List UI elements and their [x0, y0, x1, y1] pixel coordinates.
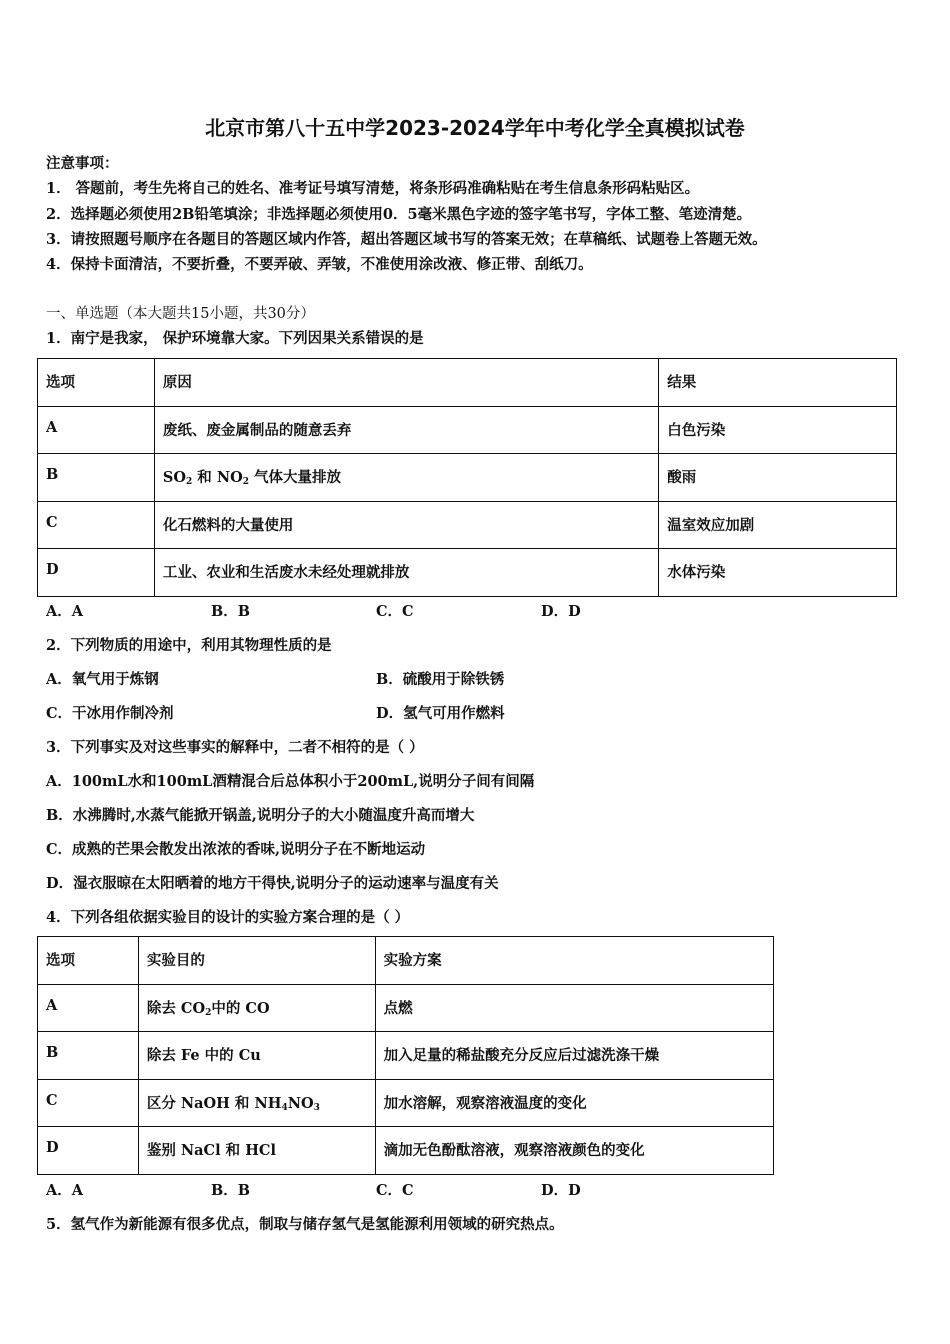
subscript: 2	[242, 477, 249, 487]
goal-cell: 鉴别 NaCl 和 HCl	[138, 1127, 375, 1175]
option-cell: A	[38, 984, 139, 1032]
table-row	[38, 406, 897, 454]
choice-a[interactable]: A．100mL水和100mL酒精混合后总体积小于200mL,说明分子间有间隔	[46, 773, 535, 790]
question-1-choices	[46, 600, 706, 621]
subscript: 4	[281, 1102, 288, 1113]
formula-text: 气体大量排放	[249, 469, 342, 486]
header-cell: 选项	[38, 359, 155, 407]
option-cell: C	[38, 1079, 139, 1127]
formula-text: SO	[162, 469, 186, 486]
choice-a[interactable]: A．A	[46, 603, 84, 620]
choice-b[interactable]: B．B	[211, 1182, 251, 1199]
table-row	[38, 501, 897, 549]
goal-cell	[138, 984, 375, 1032]
table-header-row	[38, 359, 897, 407]
choice-b[interactable]: B．硫酸用于除铁锈	[376, 671, 505, 688]
cause-cell: 工业、农业和生活废水未经处理就排放	[154, 549, 658, 597]
choice-d[interactable]: D．D	[541, 603, 581, 620]
plan-cell: 加入足量的稀盐酸充分反应后过滤洗涤干燥	[375, 1032, 773, 1080]
choice-d[interactable]: D．湿衣服晾在太阳晒着的地方干得快,说明分子的运动速率与温度有关	[46, 875, 499, 892]
formula-text: 除去 CO	[146, 999, 206, 1017]
formula-text: 和 NO	[192, 469, 243, 486]
option-cell: A	[38, 406, 155, 454]
question-5-stem: 5．氢气作为新能源有很多优点，制取与储存氢气是氢能源利用领域的研究热点。	[46, 1216, 564, 1233]
question-4-table	[37, 936, 774, 1175]
table-row	[38, 1127, 774, 1175]
question-1-stem: 1．南宁是我家， 保护环境靠大家。下列因果关系错误的是	[46, 330, 424, 347]
table-header-row	[38, 937, 774, 985]
notice-item: 2．选择题必须使用2B铅笔填涂；非选择题必须使用0．5毫米黑色字迹的签字笔书写，字体工整、笔迹清楚。	[46, 206, 752, 223]
formula-text: NO	[287, 1094, 314, 1112]
cause-cell	[154, 454, 658, 502]
option-cell: D	[38, 1127, 139, 1175]
table-row	[38, 549, 897, 597]
choice-c[interactable]: C．干冰用作制冷剂	[46, 705, 174, 722]
plan-cell: 滴加无色酚酞溶液，观察溶液颜色的变化	[375, 1127, 773, 1175]
notice-heading: 注意事项：	[46, 155, 119, 172]
page-title: 北京市第八十五中学2023-2024学年中考化学全真模拟试卷	[205, 116, 745, 140]
header-cell: 结果	[659, 359, 897, 407]
notice-item: 3．请按照题号顺序在各题目的答题区域内作答，超出答题区域书写的答案无效；在草稿纸、试题卷上答题无效。	[46, 231, 767, 248]
result-cell: 温室效应加剧	[659, 501, 897, 549]
cause-cell: 废纸、废金属制品的随意丢弃	[154, 406, 658, 454]
choice-a[interactable]: A．氧气用于炼钢	[46, 671, 159, 688]
option-cell: B	[38, 454, 155, 502]
notice-item: 1． 答题前，考生先将自己的姓名、准考证号填写清楚，将条形码准确粘贴在考生信息条形码粘贴区。	[46, 180, 700, 197]
subscript: 2	[205, 1007, 212, 1018]
subscript: 3	[313, 1102, 320, 1113]
formula-text: 中的 CO	[211, 999, 270, 1017]
goal-cell	[138, 1079, 375, 1127]
choice-c[interactable]: C．C	[376, 603, 414, 620]
plan-cell: 点燃	[375, 984, 773, 1032]
section-heading: 一、单选题（本大题共15小题，共30分）	[46, 306, 315, 322]
result-cell: 酸雨	[659, 454, 897, 502]
header-cell: 实验方案	[375, 937, 773, 985]
option-cell: D	[38, 549, 155, 597]
option-cell: C	[38, 501, 155, 549]
question-4-choices	[46, 1179, 706, 1200]
option-cell: B	[38, 1032, 139, 1080]
plan-cell: 加水溶解，观察溶液温度的变化	[375, 1079, 773, 1127]
question-4-stem: 4．下列各组依据实验目的设计的实验方案合理的是（ ）	[46, 909, 410, 926]
header-cell: 实验目的	[138, 937, 375, 985]
choice-a[interactable]: A．A	[46, 1182, 84, 1199]
question-2-choices-row	[46, 668, 504, 689]
result-cell: 水体污染	[659, 549, 897, 597]
table-row	[38, 454, 897, 502]
choice-b[interactable]: B．B	[211, 603, 251, 620]
choice-b[interactable]: B．水沸腾时,水蒸气能掀开锅盖,说明分子的大小随温度升高而增大	[46, 807, 475, 824]
choice-c[interactable]: C．C	[376, 1182, 414, 1199]
choice-d[interactable]: D．D	[541, 1182, 581, 1199]
table-row	[38, 1079, 774, 1127]
header-cell: 选项	[38, 937, 139, 985]
header-cell: 原因	[154, 359, 658, 407]
choice-c[interactable]: C．成熟的芒果会散发出浓浓的香味,说明分子在不断地运动	[46, 841, 426, 858]
question-2-stem: 2．下列物质的用途中，利用其物理性质的是	[46, 637, 332, 654]
cause-cell: 化石燃料的大量使用	[154, 501, 658, 549]
goal-cell: 除去 Fe 中的 Cu	[138, 1032, 375, 1080]
question-3-stem: 3．下列事实及对这些事实的解释中，二者不相符的是（ ）	[46, 739, 424, 756]
notice-item: 4．保持卡面清洁，不要折叠，不要弄破、弄皱，不准使用涂改液、修正带、刮纸刀。	[46, 256, 593, 273]
question-2-choices-row	[46, 702, 505, 723]
table-row	[38, 984, 774, 1032]
choice-d[interactable]: D．氢气可用作燃料	[376, 705, 505, 722]
table-row	[38, 1032, 774, 1080]
formula-text: 区分 NaOH 和 NH	[146, 1094, 282, 1112]
question-1-table	[37, 358, 897, 597]
subscript: 2	[185, 477, 193, 487]
result-cell: 白色污染	[659, 406, 897, 454]
